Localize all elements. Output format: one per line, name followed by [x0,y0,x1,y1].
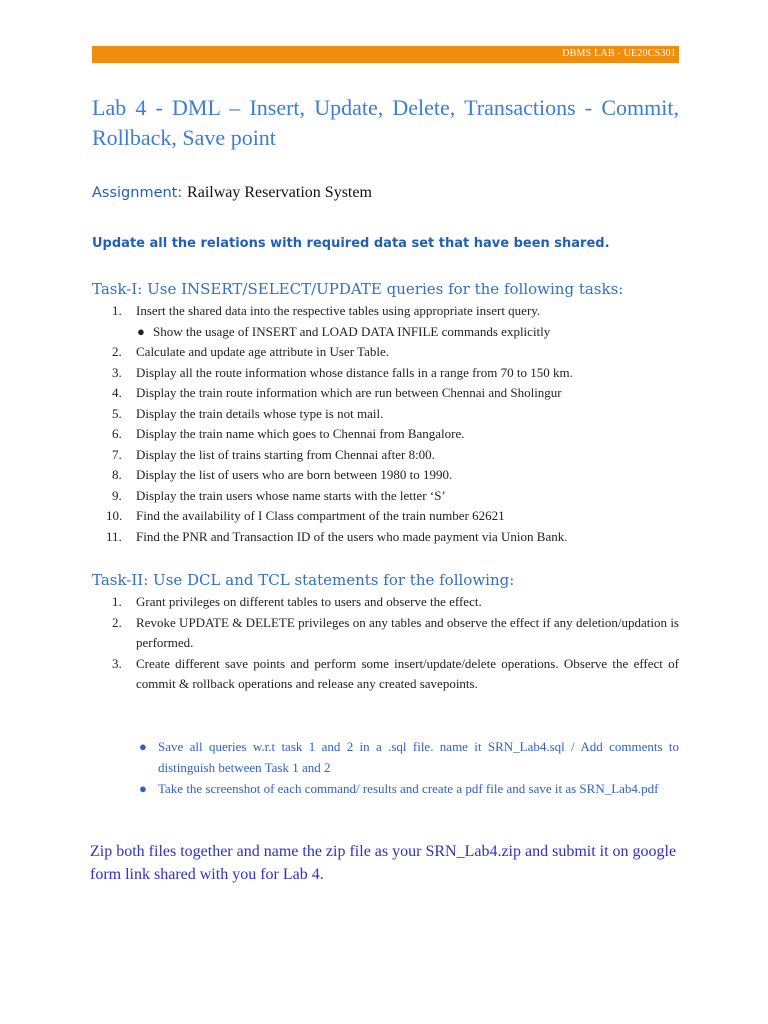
sub-item-text: Show the usage of INSERT and LOAD DATA INFILE commands explicitly [153,323,551,339]
list-item [92,527,679,548]
sub-list-item [92,322,679,343]
bullet-icon: ● [137,323,145,339]
list-item [92,445,679,466]
bullet-icon: ● [139,739,147,754]
page-title: Lab 4 - DML – Insert, Update, Delete, Transactions - Commit, Rollback, Save point [92,95,679,150]
list-item [92,613,679,654]
task1-list [92,301,679,547]
item-text: Display the train route information which are run between Chennai and Sholingur [136,385,562,400]
item-number: 6. [112,426,122,441]
list-item [92,778,679,799]
item-number: 3. [112,364,122,380]
list-item [92,404,679,425]
item-text: Calculate and update age attribute in User Table. [136,344,389,359]
item-number: 4. [112,385,122,400]
submission-notes [92,736,679,799]
item-text: Grant privileges on different tables to users and observe the effect. [136,594,482,609]
list-item [92,592,679,613]
item-number: 1. [112,303,122,318]
zip-instructions: Zip both files together and name the zip file as your SRN_Lab4.zip and submit it on google form link shared with you for Lab 4. [90,843,677,883]
item-number: 1. [112,594,122,609]
assignment-label: Assignment: [92,185,183,201]
item-text: Display the train users whose name starts with the letter ‘S’ [136,487,446,503]
list-item [92,301,679,322]
item-number: 8. [112,467,122,482]
assignment-value: Railway Reservation System [187,184,372,201]
list-item [92,383,679,404]
task2-list [92,592,679,695]
task2-title: Task-II: Use DCL and TCL statements for the following: [92,571,515,589]
list-item [92,342,679,363]
item-number: 5. [112,405,122,421]
item-text: Create different save points and perform some insert/update/delete operations. Observe the effect of commit & rollback operations and release any created savepoints. [136,655,679,691]
item-text: Display the list of trains starting from Chennai after 8:00. [136,446,435,462]
update-note: Update all the relations with required data set that have been shared. [92,236,610,251]
task1-title: Task-I: Use INSERT/SELECT/UPDATE queries for the following tasks: [92,280,624,298]
header-text: DBMS LAB - UE20CS301 [562,48,676,59]
list-item [92,424,679,445]
item-text: Display the train details whose type is not mail. [136,405,384,421]
list-item [92,486,679,507]
item-text: Display all the route information whose distance falls in a range from 70 to 150 km. [136,364,573,380]
assignment-line [92,182,372,203]
item-number: 2. [112,344,122,359]
item-text: Insert the shared data into the respective tables using appropriate insert query. [136,303,541,318]
header-bar [92,46,679,63]
note-text: Save all queries w.r.t task 1 and 2 in a .sql file. name it SRN_Lab4.sql / Add comments to distinguish between Task 1 and 2 [158,739,679,775]
item-number: 11. [106,528,122,544]
item-number: 2. [112,614,122,630]
item-text: Find the PNR and Transaction ID of the users who made payment via Union Bank. [136,528,568,544]
list-item [92,506,679,527]
item-number: 7. [112,446,122,462]
list-item [92,736,679,778]
item-text: Find the availability of I Class compartment of the train number 62621 [136,508,505,523]
item-number: 10. [106,508,123,523]
note-text: Take the screenshot of each command/ results and create a pdf file and save it as SRN_Lab4.pdf [158,781,659,796]
list-item [92,363,679,384]
item-number: 3. [112,655,122,671]
item-text: Revoke UPDATE & DELETE privileges on any tables and observe the effect if any deletion/updation is performed. [136,614,679,650]
item-number: 9. [112,487,122,503]
list-item [92,654,679,695]
item-text: Display the train name which goes to Chennai from Bangalore. [136,426,465,441]
list-item [92,465,679,486]
bullet-icon: ● [139,781,147,796]
item-text: Display the list of users who are born between 1980 to 1990. [136,467,453,482]
